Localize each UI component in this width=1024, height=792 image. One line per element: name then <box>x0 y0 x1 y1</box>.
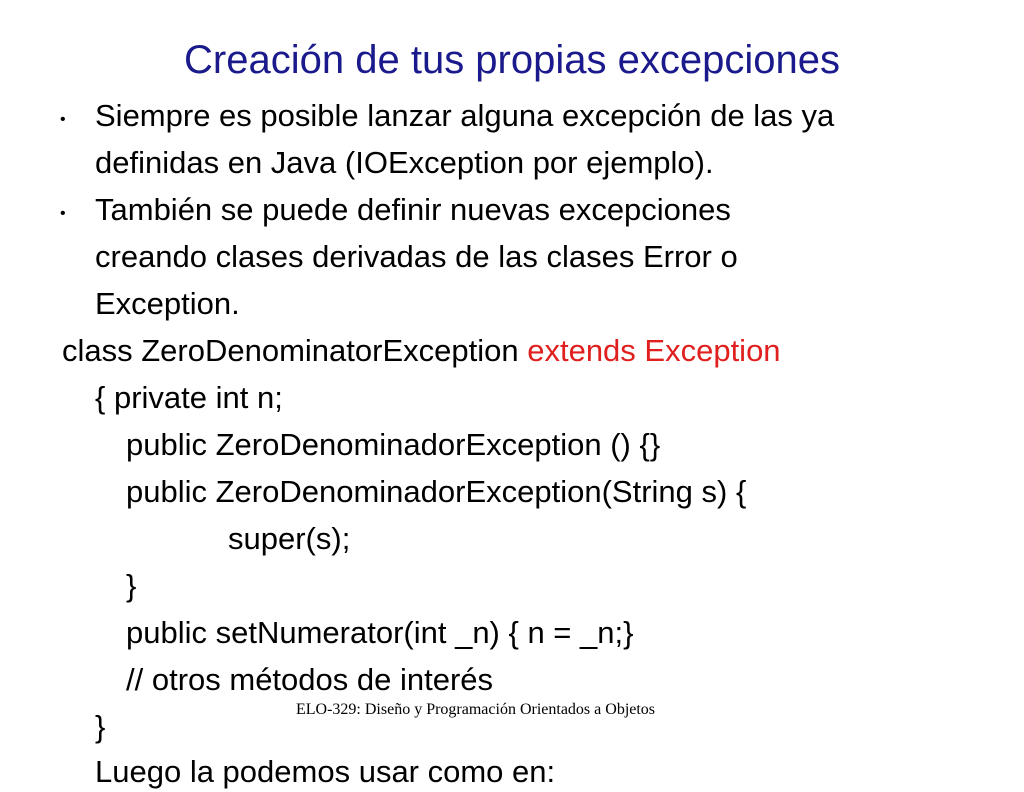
bullet-text-line: creando clases derivadas de las clases Error o <box>95 239 738 274</box>
code-line: } <box>95 709 106 744</box>
bullet-text-line: Exception. <box>95 286 240 321</box>
code-line: } <box>126 568 137 603</box>
bullet-text-line: También se puede definir nuevas excepciones <box>95 192 731 227</box>
code-line: public setNumerator(int _n) { n = _n;} <box>126 615 634 650</box>
slide-footer: ELO-329: Diseño y Programación Orientados a Objetos <box>296 701 656 718</box>
bullet-text-line: definidas en Java (IOException por ejemplo). <box>95 145 714 180</box>
code-line: super(s); <box>228 521 351 556</box>
bullet-text-line: Siempre es posible lanzar alguna excepción de las ya <box>95 98 835 133</box>
trailing-text-line: Luego la podemos usar como en: <box>95 754 556 789</box>
code-extends-keyword: extends Exception <box>527 333 781 368</box>
code-class-name: class ZeroDenominatorException <box>62 333 528 368</box>
slide-title: Creación de tus propias excepciones <box>184 38 840 82</box>
bullet-dot: • <box>60 111 66 128</box>
code-line: public ZeroDenominadorException () {} <box>126 427 661 462</box>
bullet-dot: • <box>60 205 66 222</box>
code-line: public ZeroDenominadorException(String s) { <box>126 474 747 509</box>
code-line: // otros métodos de interés <box>126 662 494 697</box>
code-line: { private int n; <box>95 380 283 415</box>
code-class-declaration <box>62 331 781 371</box>
